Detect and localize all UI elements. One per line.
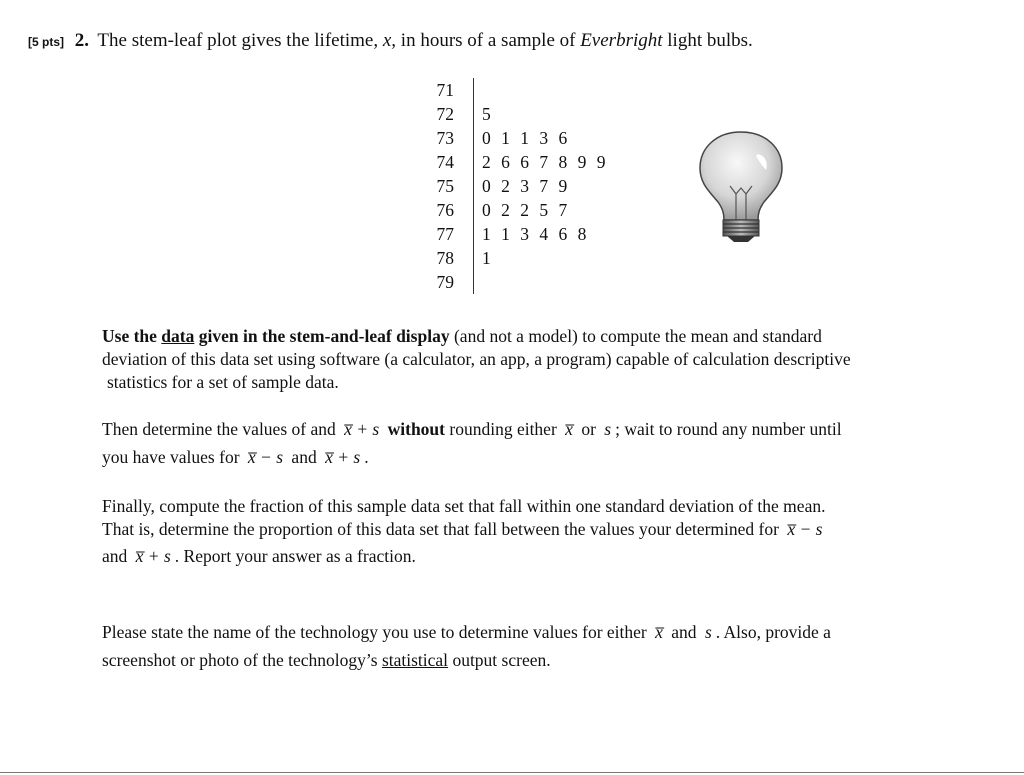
stem: 73 xyxy=(436,128,454,148)
leaves: 0 2 2 5 7 xyxy=(482,200,571,220)
p3-line-3a: and xyxy=(102,546,128,566)
instructions-paragraph-3 xyxy=(102,495,826,568)
leaves: 0 2 3 7 9 xyxy=(482,176,571,196)
p2-text-7: . xyxy=(364,447,369,467)
p2-expr-xbar-plus-s: x̅ + s xyxy=(344,419,380,439)
p2-text-2: rounding either xyxy=(449,419,557,439)
prompt-middle: in hours of a sample of xyxy=(400,30,576,51)
leaves: 2 6 6 7 8 9 9 xyxy=(482,152,609,172)
stem-leaf-divider xyxy=(473,78,474,294)
question-header xyxy=(28,30,753,52)
p2-s: s xyxy=(604,419,612,439)
stem: 75 xyxy=(436,176,454,196)
prompt-brand: Everbright xyxy=(580,30,663,51)
p2-expr-xbar-plus-s-2: x̅ + s xyxy=(325,447,361,467)
instructions-paragraph-2 xyxy=(102,415,842,471)
leaves: 1 xyxy=(482,248,494,268)
p1-bold-1: Use the xyxy=(102,326,157,346)
p2-text-5: you have values for xyxy=(102,447,240,467)
prompt-variable: x, xyxy=(382,30,397,51)
prompt-before: The stem-leaf plot gives the lifetime, xyxy=(97,30,379,51)
stem: 74 xyxy=(436,152,454,172)
p1-line-3: statistics for a set of sample data. xyxy=(107,372,339,392)
p3-expr-xbar-minus-s: x̅ − s xyxy=(787,519,823,539)
p3-line-2: That is, determine the proportion of this data set that fall between the values your determined for xyxy=(102,519,779,539)
instructions-paragraph-1 xyxy=(102,325,851,394)
stem: 78 xyxy=(436,248,454,268)
leaves: 0 1 1 3 6 xyxy=(482,128,571,148)
stem: 77 xyxy=(436,224,454,244)
leaves: 1 1 3 4 6 8 xyxy=(482,224,590,244)
p3-line-3b: . Report your answer as a fraction. xyxy=(174,546,416,566)
p4-text-3: . Also, provide a xyxy=(715,622,831,642)
p1-bold-2: given in the stem-and-leaf display xyxy=(198,326,450,346)
p4-s: s xyxy=(704,622,712,642)
p4-text-5: output screen. xyxy=(452,650,551,670)
p2-text-3: or xyxy=(581,419,596,439)
p4-text-1: Please state the name of the technology you use to determine values for either xyxy=(102,622,647,642)
p3-expr-xbar-plus-s: x̅ + s xyxy=(135,546,171,566)
leaves: 5 xyxy=(482,104,494,124)
p4-text-4: screenshot or photo of the technology’s xyxy=(102,650,378,670)
p1-text-1: (and not a model) to compute the mean and standard xyxy=(453,326,822,346)
p2-text-6: and xyxy=(291,447,317,467)
p4-text-2: and xyxy=(671,622,697,642)
p3-line-1: Finally, compute the fraction of this sample data set that fall within one standard deviation of the mean. xyxy=(102,496,826,516)
p2-expr-xbar-minus-s: x̅ − s xyxy=(247,447,284,467)
prompt-end: light bulbs. xyxy=(667,30,753,51)
stem-leaf-plot xyxy=(410,74,610,294)
stem: 76 xyxy=(436,200,454,220)
stem: 79 xyxy=(436,272,454,292)
p1-bold-data: data xyxy=(161,326,195,346)
instructions-paragraph-4 xyxy=(102,618,831,674)
p2-text-4: ; wait to round any number until xyxy=(615,419,842,439)
question-number: 2. xyxy=(74,30,89,51)
p2-text-1: Then determine the values of and xyxy=(102,419,336,439)
p4-xbar: x̅ xyxy=(655,622,663,642)
stem: 72 xyxy=(436,104,454,124)
p2-xbar: x̅ xyxy=(565,419,573,439)
p4-underlined-statistical: statistical xyxy=(381,650,449,670)
stem: 71 xyxy=(436,80,454,100)
page-bottom-rule xyxy=(0,772,1024,773)
p1-line-2: deviation of this data set using software (a calculator, an app, a program) capable of calculation descriptive xyxy=(102,349,851,369)
points-label: [5 pts] xyxy=(28,35,64,49)
p2-bold-without: without xyxy=(387,419,445,439)
light-bulb-icon xyxy=(696,128,786,246)
